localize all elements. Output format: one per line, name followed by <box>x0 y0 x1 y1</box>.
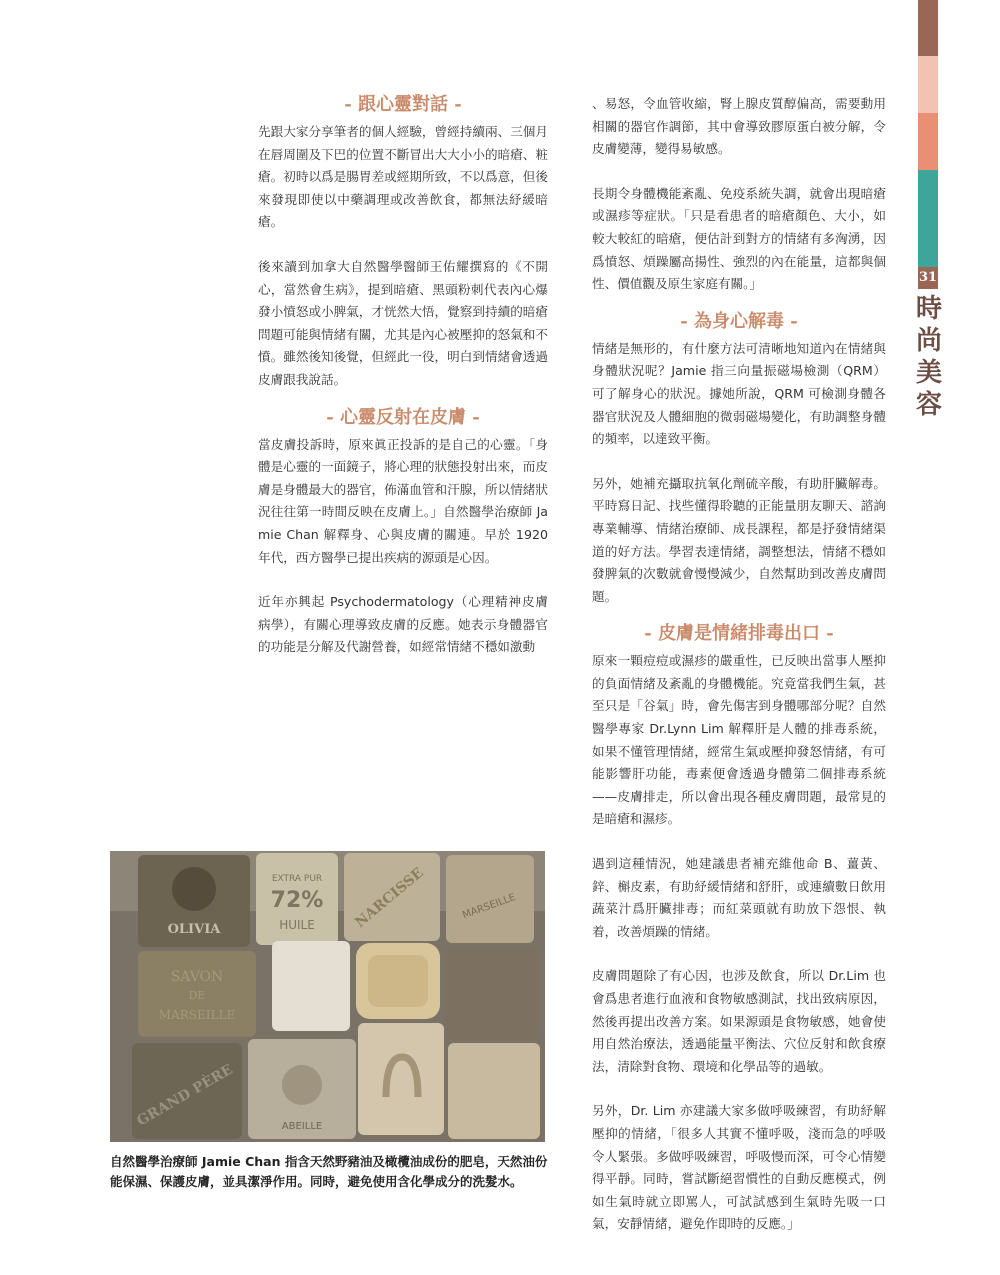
color-tab-salmon <box>918 113 938 170</box>
paragraph: 長期令身體機能紊亂、免疫系統失調，就會出現暗瘡或濕疹等症狀。「只是看患者的暗瘡顏色、大小，如較大較紅的暗瘡，便估計到對方的情緒有多洶湧，因爲憤怒、煩躁屬高揚性、強烈的內在能量，這都與個性、價值觀及原生家庭有關。」 <box>592 185 886 292</box>
paragraph: 近年亦興起 Psychodermatology（心理精神皮膚病學），有關心理導致皮膚的反應。她表示身體器官的功能是分解及代謝營養，如經常情緒不穩如激動 <box>258 594 548 655</box>
color-tab-brown <box>918 0 938 56</box>
left-column <box>258 93 548 681</box>
svg-text:EXTRA PUR: EXTRA PUR <box>271 874 323 884</box>
paragraph: 當皮膚投訴時，原來眞正投訴的是自己的心靈。「身體是心靈的一面鏡子，將心理的狀態投射出來，而皮膚是身體最大的器官，佈滿血管和汗腺，所以情緒狀況往往第一時間反映在皮膚上。」自然醫學治療師 Jamie Chan 解釋身、心與皮膚的關連。早於 1920 年代，西方醫學已提出疾病的源頭是心因。 <box>258 436 548 565</box>
svg-text:DE: DE <box>188 989 206 1002</box>
soap-photo <box>110 851 545 1142</box>
soap-bar-marseille <box>446 855 534 943</box>
svg-text:HUILE: HUILE <box>279 918 315 932</box>
soap-bar-olivia <box>138 855 250 947</box>
paragraph: 另外，她補充攝取抗氧化劑硫辛酸，有助肝臟解毒。平時寫日記、找些懂得聆聽的正能量朋友聊天、諮詢專業輔導、情緒治療師、成長課程，都是抒發情緒渠道的好方法。學習表達情緒，調整想法，情緒不穩如發脾氣的次數就會慢慢減少，自然幫助到改善皮膚問題。 <box>592 475 886 604</box>
soap-bar-octagon <box>356 943 440 1019</box>
soap-illustration <box>110 851 545 1142</box>
paragraph: 皮膚問題除了有心因，也涉及飲食，所以 Dr.Lim 也會爲患者進行血液和食物敏感測試，找出致病原因，然後再提出改善方案。如果源頭是食物敏感，她會使用自然治療法，透過能量平衡法、穴位反射和飲食療法，清除對食物、環境和化學品等的過敏。 <box>592 968 886 1074</box>
color-tab-teal <box>918 170 938 267</box>
paragraph: 原來一顆痘痘或濕疹的嚴重性，已反映出當事人壓抑的負面情緒及紊亂的身體機能。究竟當我們生氣，甚至只是「谷氣」時，會先傷害到身體哪部分呢？自然醫學專家 Dr.Lynn Lim 解釋肝是人體的排毒系統，如果不懂管理情緒，經常生氣或壓抑發怒情緒，有可能影響肝功能，毒素便會透過身體第二個排毒系統——皮膚排走，所以會出現各種皮膚問題，最常見的是暗瘡和濕疹。 <box>592 653 886 827</box>
paragraph: 、易怒，令血管收縮，腎上腺皮質醇偏高，需要動用相關的器官作調節，其中會導致膠原蛋白被分解，令皮膚變薄，變得易敏感。 <box>592 96 886 157</box>
soap-bar-grand-pere <box>132 1043 242 1139</box>
svg-text:MARSEILLE: MARSEILLE <box>461 891 518 922</box>
soap-bar-dark <box>446 947 538 1039</box>
svg-text:72%: 72% <box>270 888 324 913</box>
paragraph: 遇到這種情況，她建議患者補充維他命 B、薑黃、鋅、槲皮素，有助紓緩情緒和舒肝，或連續數日飲用蔬菜汁爲肝臟排毒；而紅菜頭就有助放下怨恨、執着，改善煩躁的情緒。 <box>592 856 886 939</box>
right-column <box>592 93 886 1258</box>
soap-bar-right <box>448 1043 540 1139</box>
soap-bar-horseshoe <box>358 1023 444 1135</box>
paragraph: 先跟大家分享筆者的個人經驗，曾經持續兩、三個月在唇周圍及下巴的位置不斷冒出大大小小的暗瘡、粧瘡。初時以爲是腸胃差或經期所致，不以爲意，但後來發現即使以中藥調理或改善飲食，都無法紓緩暗瘡。 <box>258 124 548 230</box>
soap-bar-white <box>272 941 350 1031</box>
section-title: 時尚美容 <box>915 294 942 420</box>
soap-bar-abeille <box>248 1039 356 1139</box>
soap-label-olivia: OLIVIA <box>167 922 221 937</box>
soap-bar-savon <box>138 951 256 1037</box>
svg-text:ABEILLE: ABEILLE <box>281 1121 323 1132</box>
section-heading: - 為身心解毒 - <box>680 310 798 332</box>
color-tab-pink <box>918 56 938 113</box>
section-heading: - 皮膚是情緒排毒出口 - <box>644 623 834 645</box>
svg-text:MARSEILLE: MARSEILLE <box>158 1008 236 1022</box>
soap-bar-72 <box>256 853 338 945</box>
page-number: 31 <box>918 267 938 289</box>
photo-caption: 自然醫學治療師 Jamie Chan 指含天然野豬油及橄欖油成份的肥皂，天然油份能保濕、保護皮膚，並具潔淨作用。同時，避免使用含化學成分的洗髮水。 <box>110 1154 548 1189</box>
section-heading: - 心靈反射在皮膚 - <box>326 406 480 428</box>
svg-text:NARCISSE: NARCISSE <box>352 864 427 931</box>
paragraph: 另外，Dr. Lim 亦建議大家多做呼吸練習，有助紓解壓抑的情緒，「很多人其實不懂呼吸，淺而急的呼吸令人緊張。多做呼吸練習，呼吸慢而深，可令心情變得平靜。同時，嘗試斷絕習慣性的自動反應模式，例如生氣時就立即罵人，可試試感到生氣時先吸一口氣，安靜情緒，避免作即時的反應。」 <box>592 1103 886 1232</box>
section-heading: - 跟心靈對話 - <box>344 94 462 115</box>
paragraph: 情緒是無形的，有什麼方法可清晰地知道內在情緒與身體狀況呢？Jamie 指三向量振磁場檢測（QRM）可了解身心的狀況。據她所說，QRM 可檢測身體各器官狀況及人體細胞的微弱磁場變化，有助調整身體的頻率，以達致平衡。 <box>592 340 886 447</box>
paragraph: 後來讀到加拿大自然醫學醫師王佑耀撰寫的《不開心，當然會生病》，提到暗瘡、黑頭粉刺代表內心爆發小憤怒或小脾氣，才恍然大悟，覺察到持續的暗瘡問題可能與情緒有關，尤其是內心被壓抑的怒氣和不憤。雖然後知後覺，但經此一役，明白到情緒會透過皮膚跟我說話。 <box>258 258 548 387</box>
svg-text:SAVON: SAVON <box>170 969 224 985</box>
svg-text:GRAND PÈRE: GRAND PÈRE <box>134 1061 236 1130</box>
soap-bar-narcisse <box>344 853 440 941</box>
